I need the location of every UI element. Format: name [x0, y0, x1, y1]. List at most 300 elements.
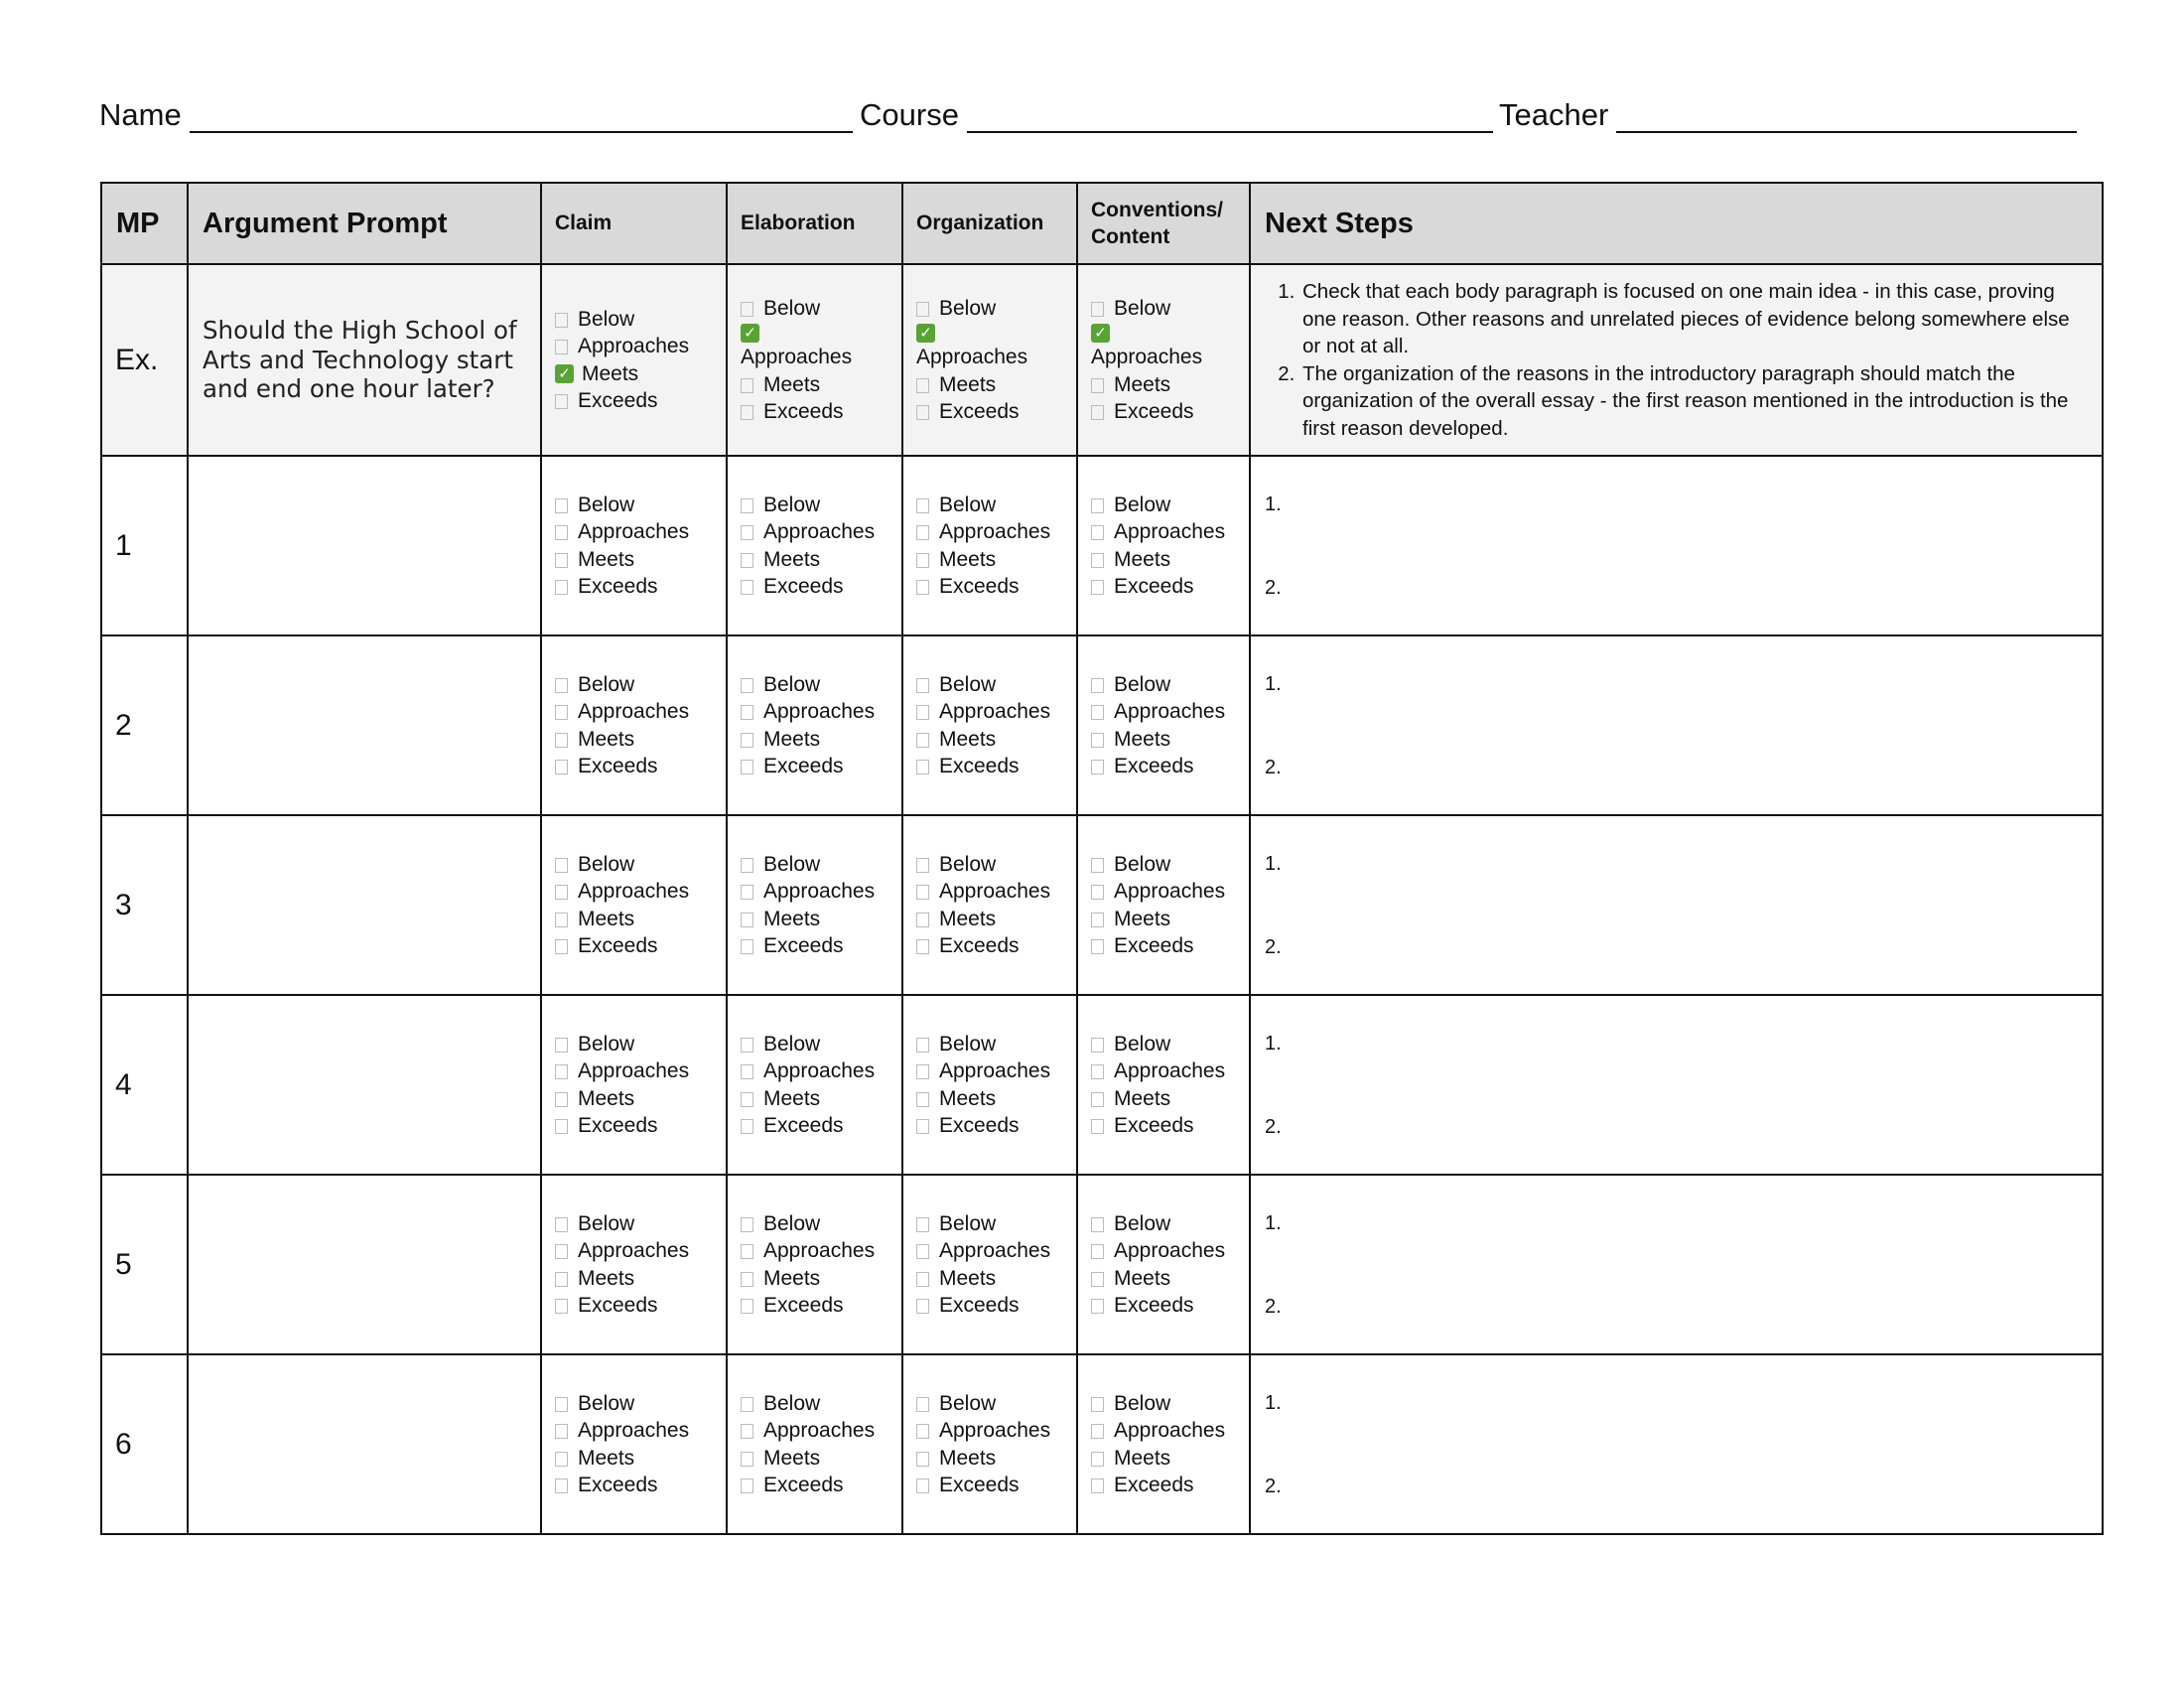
rating-option-label: Approaches: [763, 700, 876, 723]
rating-option-meets[interactable]: [1091, 371, 1249, 399]
rating-option-below[interactable]: [916, 1210, 1076, 1238]
checkbox-icon[interactable]: [555, 525, 568, 540]
checkbox-icon[interactable]: [1091, 525, 1104, 540]
checkbox-icon[interactable]: [1091, 1038, 1104, 1053]
checkbox-icon[interactable]: [916, 1092, 929, 1107]
checkbox-icon[interactable]: [741, 760, 753, 774]
rating-option-exceeds[interactable]: [555, 1292, 726, 1320]
checkbox-icon[interactable]: [1091, 858, 1104, 873]
rating-option-below[interactable]: [555, 1210, 726, 1238]
rating-option-exceeds[interactable]: [916, 398, 1076, 426]
checkbox-icon[interactable]: [741, 858, 753, 873]
checkbox-icon[interactable]: [916, 525, 929, 540]
rating-option-below[interactable]: [741, 851, 901, 879]
checkbox-icon[interactable]: [1091, 378, 1104, 393]
rating-option-label: Approaches: [578, 1059, 690, 1082]
rating-option-label: Exceeds: [939, 400, 1020, 423]
checkbox-icon[interactable]: [916, 1244, 929, 1259]
checkbox-icon[interactable]: [916, 405, 929, 420]
rating-option-approaches[interactable]: [741, 698, 901, 726]
rating-option-meets[interactable]: [741, 726, 901, 754]
checkbox-icon[interactable]: [1091, 678, 1104, 693]
rating-option-label: Exceeds: [763, 400, 844, 423]
rating-option-meets[interactable]: [555, 1265, 726, 1293]
rating-option-approaches[interactable]: [555, 878, 726, 906]
rating-option-below[interactable]: [741, 671, 901, 699]
rating-option-below[interactable]: [916, 295, 1076, 323]
rating-option-below[interactable]: [555, 671, 726, 699]
rating-option-label: Exceeds: [1114, 400, 1194, 423]
rating-option-exceeds[interactable]: [1091, 398, 1249, 426]
rating-option-below[interactable]: [916, 851, 1076, 879]
rating-option-label: Below: [1114, 1391, 1171, 1415]
rating-option-approaches[interactable]: [555, 1417, 726, 1445]
rating-option-below[interactable]: [1091, 1210, 1249, 1238]
next-step-number: 2.: [1265, 1475, 1282, 1497]
checkbox-icon[interactable]: [555, 1244, 568, 1259]
checkbox-icon[interactable]: [916, 678, 929, 693]
checkbox-icon[interactable]: [1091, 302, 1104, 317]
rating-option-label: Meets: [763, 1086, 821, 1110]
rating-option-below[interactable]: [1091, 671, 1249, 699]
rating-option-label: Approaches: [578, 520, 690, 543]
rating-option-meets[interactable]: [916, 546, 1076, 574]
argument-prompt-cell[interactable]: [188, 815, 541, 995]
rating-option-exceeds[interactable]: [916, 1112, 1076, 1140]
rating-option-label: Approaches: [578, 700, 690, 723]
rating-option-below[interactable]: [1091, 1031, 1249, 1058]
rating-option-approaches[interactable]: [916, 1417, 1076, 1445]
checkbox-icon[interactable]: [741, 1452, 753, 1467]
checkbox-icon[interactable]: [916, 378, 929, 393]
checkbox-icon[interactable]: [916, 1064, 929, 1079]
checkbox-icon[interactable]: [555, 1092, 568, 1107]
rating-option-exceeds[interactable]: [916, 573, 1076, 601]
checkbox-icon[interactable]: [1091, 1064, 1104, 1079]
checkbox-icon[interactable]: [555, 1119, 568, 1134]
checkbox-icon[interactable]: [1091, 1244, 1104, 1259]
rating-option-approaches[interactable]: [555, 518, 726, 546]
rating-option-meets[interactable]: [916, 371, 1076, 399]
checkbox-icon[interactable]: [741, 1217, 753, 1232]
checkbox-icon[interactable]: [555, 1217, 568, 1232]
next-step-number: 2.: [1265, 756, 1282, 778]
checkbox-icon[interactable]: [741, 1064, 753, 1079]
rating-option-label: Exceeds: [1114, 755, 1194, 777]
elaboration-rating: [727, 815, 902, 995]
rating-option-approaches[interactable]: [916, 878, 1076, 906]
checkbox-icon[interactable]: [741, 553, 753, 568]
checkbox-icon[interactable]: [741, 1038, 753, 1053]
checkbox-icon[interactable]: [555, 1299, 568, 1314]
rating-option-meets[interactable]: [1091, 1085, 1249, 1113]
rating-option-exceeds[interactable]: [555, 753, 726, 780]
rating-option-approaches[interactable]: [1091, 1237, 1249, 1265]
checkbox-icon[interactable]: [741, 1272, 753, 1287]
rating-option-exceeds[interactable]: [555, 573, 726, 601]
rating-option-approaches[interactable]: [1091, 518, 1249, 546]
rating-option-approaches[interactable]: [555, 1237, 726, 1265]
rating-option-below[interactable]: [741, 295, 901, 323]
checkbox-icon[interactable]: [741, 580, 753, 595]
rating-option-label: Meets: [939, 547, 997, 571]
checkbox-icon[interactable]: [916, 733, 929, 748]
checkbox-icon[interactable]: [1091, 760, 1104, 774]
rating-option-label: Exceeds: [578, 1294, 658, 1317]
mp-cell: 5: [101, 1175, 188, 1354]
argument-prompt-cell[interactable]: [188, 995, 541, 1175]
rating-option-approaches[interactable]: [555, 698, 726, 726]
checkbox-icon[interactable]: [916, 885, 929, 900]
checkbox-icon[interactable]: [555, 1038, 568, 1053]
rating-option-label: Exceeds: [939, 1114, 1020, 1137]
checkbox-icon[interactable]: [916, 1397, 929, 1412]
checkbox-icon[interactable]: [555, 498, 568, 513]
checkbox-icon[interactable]: [916, 498, 929, 513]
checkbox-icon[interactable]: [741, 1299, 753, 1314]
rating-option-label: Approaches: [1114, 700, 1226, 723]
rating-option-below[interactable]: [1091, 492, 1249, 519]
checkbox-icon[interactable]: [1091, 405, 1104, 420]
rating-option-label: Below: [578, 672, 635, 696]
checkbox-icon[interactable]: [916, 302, 929, 317]
rating-option-exceeds[interactable]: [916, 1472, 1076, 1499]
checkbox-icon[interactable]: [555, 858, 568, 873]
rating-option-label: Below: [1114, 1211, 1171, 1235]
checkbox-icon[interactable]: [555, 705, 568, 720]
checkbox-icon[interactable]: [741, 1478, 753, 1493]
rating-option-meets[interactable]: [555, 906, 726, 933]
checkbox-icon[interactable]: [916, 1478, 929, 1493]
checkbox-icon[interactable]: [1091, 1478, 1104, 1493]
teacher-blank[interactable]: [1616, 97, 2077, 133]
table-row: [101, 995, 2103, 1175]
checkbox-icon[interactable]: [1091, 1299, 1104, 1314]
checkbox-icon[interactable]: [1091, 580, 1104, 595]
checkbox-icon[interactable]: [1091, 1397, 1104, 1412]
rating-option-approaches[interactable]: [1091, 1057, 1249, 1085]
checkbox-icon[interactable]: [1091, 1119, 1104, 1134]
elaboration-rating: [727, 456, 902, 635]
rating-option-meets[interactable]: [555, 726, 726, 754]
checkbox-icon[interactable]: [741, 1424, 753, 1439]
checkbox-icon[interactable]: [741, 733, 753, 748]
next-steps-cell[interactable]: [1250, 456, 2103, 635]
checkbox-icon[interactable]: [741, 378, 753, 393]
checkbox-icon[interactable]: [916, 939, 929, 954]
checkbox-icon[interactable]: [555, 1424, 568, 1439]
rating-option-approaches[interactable]: [741, 1417, 901, 1445]
checkbox-icon[interactable]: [1091, 1424, 1104, 1439]
checkbox-icon[interactable]: [555, 313, 568, 328]
rating-option-below[interactable]: [1091, 295, 1249, 323]
rating-option-label: Below: [763, 492, 821, 516]
rating-option-below[interactable]: [916, 1390, 1076, 1418]
rating-option-below[interactable]: [555, 492, 726, 519]
checkbox-icon[interactable]: [741, 678, 753, 693]
rating-option-below[interactable]: [555, 1031, 726, 1058]
checkbox-icon[interactable]: [1091, 553, 1104, 568]
checkbox-icon[interactable]: [555, 553, 568, 568]
rating-option-label: Exceeds: [1114, 1114, 1194, 1137]
checkbox-icon[interactable]: [741, 302, 753, 317]
checkbox-icon[interactable]: [916, 1272, 929, 1287]
rating-option-exceeds[interactable]: [741, 398, 901, 426]
rating-option-exceeds[interactable]: [741, 1112, 901, 1140]
rating-option-approaches[interactable]: [916, 518, 1076, 546]
rating-option-meets[interactable]: [916, 1445, 1076, 1473]
checkbox-icon[interactable]: [1091, 1452, 1104, 1467]
rating-option-label: Approaches: [939, 1059, 1051, 1082]
rating-option-exceeds[interactable]: [916, 753, 1076, 780]
rating-option-approaches[interactable]: [741, 1237, 901, 1265]
rating-option-approaches[interactable]: [1091, 698, 1249, 726]
rating-option-meets[interactable]: [916, 906, 1076, 933]
elaboration-rating: [727, 1175, 902, 1354]
rating-option-approaches[interactable]: [741, 322, 901, 371]
rating-option-approaches[interactable]: [1091, 1417, 1249, 1445]
checkbox-icon[interactable]: [555, 913, 568, 927]
checkbox-icon[interactable]: [741, 885, 753, 900]
checkbox-icon[interactable]: [555, 1064, 568, 1079]
checkbox-icon[interactable]: [1091, 885, 1104, 900]
checkbox-icon[interactable]: [1091, 913, 1104, 927]
checkbox-icon[interactable]: [1091, 733, 1104, 748]
table-row: [101, 815, 2103, 995]
checked-box-icon[interactable]: ✓: [916, 324, 935, 343]
next-steps-cell: [1250, 264, 2103, 456]
rating-option-label: Approaches: [1114, 520, 1226, 543]
mp-cell: 3: [101, 815, 188, 995]
checkbox-icon[interactable]: [1091, 939, 1104, 954]
claim-rating: [541, 1175, 727, 1354]
checkbox-icon[interactable]: [916, 553, 929, 568]
checkbox-icon[interactable]: [555, 885, 568, 900]
checkbox-icon[interactable]: [555, 760, 568, 774]
rating-option-label: Approaches: [1091, 346, 1203, 368]
rating-option-label: Meets: [578, 727, 635, 751]
next-steps-cell[interactable]: [1250, 815, 2103, 995]
rating-option-exceeds[interactable]: [1091, 932, 1249, 960]
rating-option-label: Meets: [939, 1446, 997, 1470]
checked-box-icon[interactable]: ✓: [555, 364, 574, 383]
checkbox-icon[interactable]: [555, 1478, 568, 1493]
rating-option-exceeds[interactable]: [1091, 573, 1249, 601]
rating-option-below[interactable]: [741, 492, 901, 519]
checkbox-icon[interactable]: [916, 1424, 929, 1439]
rating-option-below[interactable]: [916, 671, 1076, 699]
rating-option-exceeds[interactable]: [1091, 753, 1249, 780]
checkbox-icon[interactable]: [916, 1119, 929, 1134]
argument-prompt-cell[interactable]: [188, 456, 541, 635]
rating-option-label: Exceeds: [578, 1474, 658, 1496]
rating-option-below[interactable]: [916, 1031, 1076, 1058]
checkbox-icon[interactable]: [741, 939, 753, 954]
rating-option-approaches[interactable]: [555, 1057, 726, 1085]
checkbox-icon[interactable]: [555, 394, 568, 409]
rating-option-exceeds[interactable]: [555, 1472, 726, 1499]
next-steps-cell[interactable]: [1250, 1175, 2103, 1354]
rating-option-exceeds[interactable]: [741, 1292, 901, 1320]
checkbox-icon[interactable]: [555, 1452, 568, 1467]
rating-option-meets[interactable]: [1091, 906, 1249, 933]
checkbox-icon[interactable]: [1091, 1092, 1104, 1107]
rating-option-approaches[interactable]: [916, 1057, 1076, 1085]
rating-option-exceeds[interactable]: [741, 1472, 901, 1499]
rating-option-approaches[interactable]: [1091, 322, 1249, 371]
rating-option-below[interactable]: [741, 1210, 901, 1238]
rating-option-label: Approaches: [578, 1419, 690, 1442]
rating-option-label: Meets: [1114, 372, 1171, 396]
rating-option-meets[interactable]: [1091, 1265, 1249, 1293]
rating-option-exceeds[interactable]: [1091, 1472, 1249, 1499]
rating-option-meets[interactable]: [555, 360, 726, 388]
rating-option-approaches[interactable]: [741, 1057, 901, 1085]
checkbox-icon[interactable]: [741, 1092, 753, 1107]
rating-option-exceeds[interactable]: [555, 1112, 726, 1140]
rating-option-meets[interactable]: [1091, 546, 1249, 574]
rating-option-exceeds[interactable]: [741, 753, 901, 780]
conventions-rating: [1077, 815, 1250, 995]
checkbox-icon[interactable]: [555, 1397, 568, 1412]
checkbox-icon[interactable]: [555, 733, 568, 748]
rating-option-label: Approaches: [939, 880, 1051, 903]
rating-option-label: Meets: [578, 1086, 635, 1110]
rating-option-exceeds[interactable]: [741, 573, 901, 601]
rating-option-exceeds[interactable]: [555, 387, 726, 415]
checkbox-icon[interactable]: [916, 1217, 929, 1232]
rating-option-meets[interactable]: [916, 1085, 1076, 1113]
rating-option-below[interactable]: [555, 306, 726, 334]
checkbox-icon[interactable]: [916, 1299, 929, 1314]
checkbox-icon[interactable]: [741, 1119, 753, 1134]
checkbox-icon[interactable]: [1091, 705, 1104, 720]
rating-option-meets[interactable]: [741, 1445, 901, 1473]
rating-option-exceeds[interactable]: [741, 932, 901, 960]
conventions-rating: [1077, 995, 1250, 1175]
rating-option-meets[interactable]: [555, 1445, 726, 1473]
checkbox-icon[interactable]: [1091, 498, 1104, 513]
argument-prompt-cell[interactable]: [188, 1175, 541, 1354]
checkbox-icon[interactable]: [916, 913, 929, 927]
rating-option-approaches[interactable]: [916, 1237, 1076, 1265]
checkbox-icon[interactable]: [555, 678, 568, 693]
rating-option-meets[interactable]: [916, 726, 1076, 754]
next-steps-cell[interactable]: [1250, 635, 2103, 815]
argument-prompt-cell[interactable]: [188, 1354, 541, 1534]
rating-option-approaches[interactable]: [741, 878, 901, 906]
rating-option-below[interactable]: [1091, 851, 1249, 879]
checkbox-icon[interactable]: [741, 525, 753, 540]
name-label: Name: [99, 97, 182, 132]
rating-option-label: Meets: [763, 547, 821, 571]
rating-option-meets[interactable]: [555, 1085, 726, 1113]
rating-option-label: Exceeds: [939, 575, 1020, 598]
checkbox-icon[interactable]: [916, 705, 929, 720]
organization-rating: [902, 1354, 1077, 1534]
rating-option-meets[interactable]: [741, 906, 901, 933]
rating-option-label: Approaches: [763, 1419, 876, 1442]
checkbox-icon[interactable]: [741, 498, 753, 513]
checked-box-icon[interactable]: ✓: [1091, 324, 1110, 343]
checkbox-icon[interactable]: [916, 760, 929, 774]
checkbox-icon[interactable]: [916, 580, 929, 595]
checkbox-icon[interactable]: [555, 580, 568, 595]
rating-option-meets[interactable]: [741, 1085, 901, 1113]
rating-option-approaches[interactable]: [1091, 878, 1249, 906]
checkbox-icon[interactable]: [916, 1452, 929, 1467]
rating-option-approaches[interactable]: [741, 518, 901, 546]
checkbox-icon[interactable]: [741, 405, 753, 420]
checked-box-icon[interactable]: ✓: [741, 324, 759, 343]
rating-option-meets[interactable]: [741, 371, 901, 399]
checkbox-icon[interactable]: [916, 858, 929, 873]
checkbox-icon[interactable]: [555, 939, 568, 954]
rating-option-below[interactable]: [1091, 1390, 1249, 1418]
rating-option-label: Exceeds: [939, 934, 1020, 957]
checkbox-icon[interactable]: [555, 1272, 568, 1287]
rating-option-exceeds[interactable]: [1091, 1292, 1249, 1320]
next-steps-cell[interactable]: [1250, 1354, 2103, 1534]
checkbox-icon[interactable]: [1091, 1217, 1104, 1232]
name-blank[interactable]: [190, 97, 853, 133]
rating-option-exceeds[interactable]: [555, 932, 726, 960]
rating-option-approaches[interactable]: [555, 333, 726, 360]
rating-option-label: Exceeds: [939, 1294, 1020, 1317]
course-blank[interactable]: [967, 97, 1493, 133]
next-step-number: 1.: [1265, 493, 1282, 515]
col-conventions-content: Conventions/ Content: [1077, 183, 1250, 264]
argument-prompt-cell[interactable]: [188, 635, 541, 815]
rating-option-label: Below: [939, 1032, 997, 1055]
rating-option-label: Below: [939, 672, 997, 696]
rating-option-below[interactable]: [741, 1031, 901, 1058]
rating-option-meets[interactable]: [1091, 726, 1249, 754]
checkbox-icon[interactable]: [741, 913, 753, 927]
checkbox-icon[interactable]: [916, 1038, 929, 1053]
conventions-rating: [1077, 1354, 1250, 1534]
checkbox-icon[interactable]: [741, 1244, 753, 1259]
claim-rating: [541, 995, 727, 1175]
checkbox-icon[interactable]: [1091, 1272, 1104, 1287]
rating-option-meets[interactable]: [916, 1265, 1076, 1293]
rating-option-exceeds[interactable]: [916, 1292, 1076, 1320]
rating-option-exceeds[interactable]: [1091, 1112, 1249, 1140]
rating-option-exceeds[interactable]: [916, 932, 1076, 960]
rating-option-label: Approaches: [1114, 1239, 1226, 1262]
next-steps-cell[interactable]: [1250, 995, 2103, 1175]
rating-option-meets[interactable]: [741, 1265, 901, 1293]
rating-option-below[interactable]: [555, 1390, 726, 1418]
checkbox-icon[interactable]: [555, 340, 568, 354]
rating-option-meets[interactable]: [741, 546, 901, 574]
rating-option-label: Approaches: [763, 880, 876, 903]
rating-option-label: Meets: [1114, 547, 1171, 571]
rating-option-meets[interactable]: [555, 546, 726, 574]
table-row: [101, 456, 2103, 635]
checkbox-icon[interactable]: [741, 1397, 753, 1412]
checkbox-icon[interactable]: [741, 705, 753, 720]
rating-option-approaches[interactable]: [916, 322, 1076, 371]
rating-option-below[interactable]: [555, 851, 726, 879]
rating-option-label: Approaches: [578, 335, 690, 357]
next-step-item: 1. Check that each body paragraph is focused on one main idea - in this case, proving one reason. Other reasons and unrelated pieces of evidence belong somewhere else or not at all.: [1300, 278, 2082, 360]
rating-option-below[interactable]: [741, 1390, 901, 1418]
rating-option-approaches[interactable]: [916, 698, 1076, 726]
rating-option-below[interactable]: [916, 492, 1076, 519]
course-label: Course: [860, 97, 959, 132]
rating-option-meets[interactable]: [1091, 1445, 1249, 1473]
